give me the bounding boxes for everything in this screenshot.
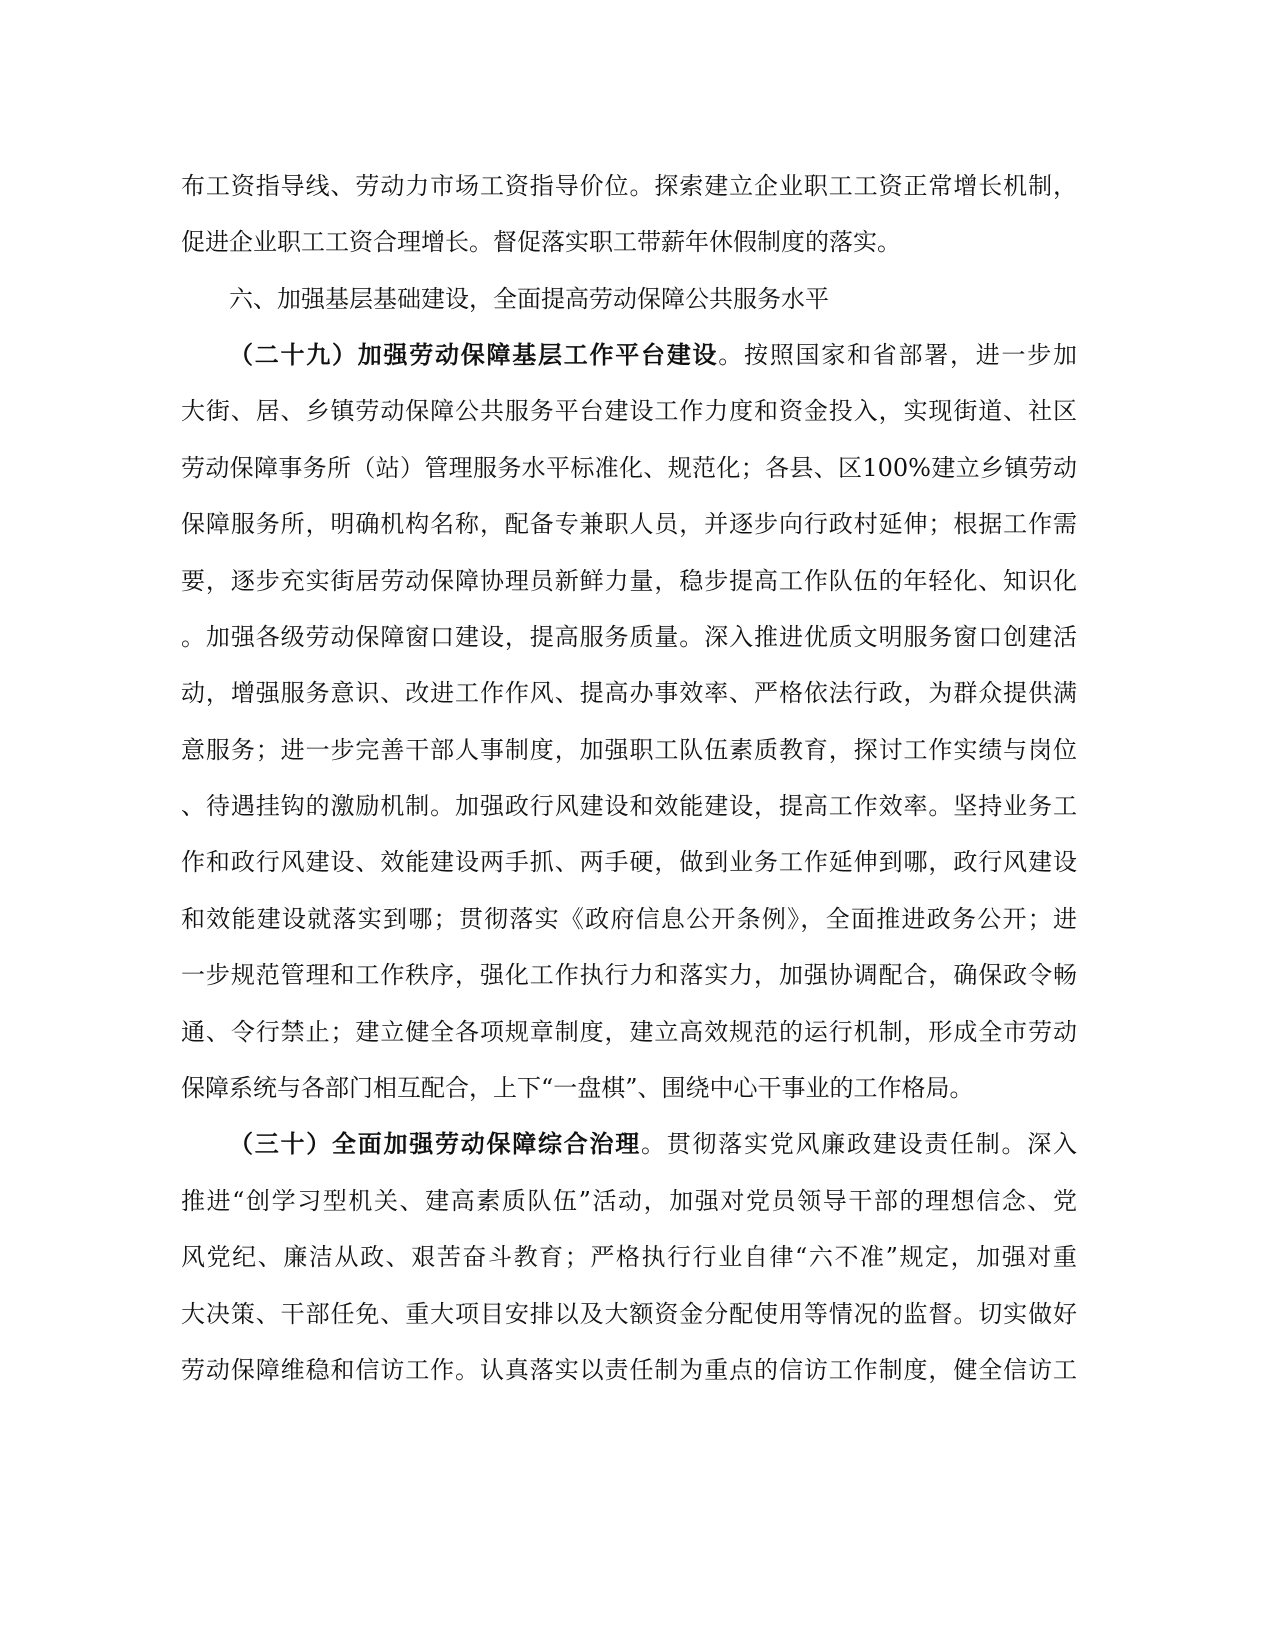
text-line-15: 一步规范管理和工作秩序，强化工作执行力和落实力，加强协调配合，确保政令畅 (181, 961, 1077, 989)
text-line-12: 、待遇挂钩的激励机制。加强政行风建设和效能建设，提高工作效率。坚持业务工 (181, 792, 1077, 820)
text-line-16: 通、令行禁止；建立健全各项规章制度，建立高效规范的运行机制，形成全市劳动 (181, 1018, 1077, 1046)
text-line-9: 。加强各级劳动保障窗口建设，提高服务质量。深入推进优质文明服务窗口创建活 (181, 623, 1077, 651)
text-line-1: 布工资指导线、劳动力市场工资指导价位。探索建立企业职工工资正常增长机制， (181, 172, 1077, 200)
paragraph-30-heading: （三十）全面加强劳动保障综合治理 (229, 1130, 641, 1158)
text-line-19: 推进“创学习型机关、建高素质队伍”活动，加强对党员领导干部的理想信念、党 (181, 1187, 1077, 1215)
text-line-21: 大决策、干部任免、重大项目安排以及大额资金分配使用等情况的监督。切实做好 (181, 1300, 1077, 1328)
section-heading-6: 六、加强基层基础建设，全面提高劳动保障公共服务水平 (229, 285, 829, 313)
text-line-13: 作和政行风建设、效能建设两手抓、两手硬，做到业务工作延伸到哪，政行风建设 (181, 848, 1077, 876)
text-line-22: 劳动保障维稳和信访工作。认真落实以责任制为重点的信访工作制度，健全信访工 (181, 1356, 1077, 1384)
text-line-7: 保障服务所，明确机构名称，配备专兼职人员，并逐步向行政村延伸；根据工作需 (181, 510, 1077, 538)
text-line-11: 意服务；进一步完善干部人事制度，加强职工队伍素质教育，探讨工作实绩与岗位 (181, 736, 1077, 764)
text-line-17: 保障系统与各部门相互配合，上下“一盘棋”、围绕中心干事业的工作格局。 (181, 1074, 974, 1102)
paragraph-30-first-line (229, 1124, 1077, 1164)
paragraph-29-lead: 。按照国家和省部署，进一步加 (718, 341, 1077, 369)
paragraph-29-first-line (229, 335, 1077, 375)
paragraph-29-heading: （二十九）加强劳动保障基层工作平台建设 (229, 341, 719, 369)
text-line-10: 动，增强服务意识、改进工作作风、提高办事效率、严格依法行政，为群众提供满 (181, 679, 1077, 707)
text-line-20: 风党纪、廉洁从政、艰苦奋斗教育；严格执行行业自律“六不准”规定，加强对重 (181, 1243, 1077, 1271)
text-line-8: 要，逐步充实街居劳动保障协理员新鲜力量，稳步提高工作队伍的年轻化、知识化 (181, 567, 1077, 595)
text-line-5: 大街、居、乡镇劳动保障公共服务平台建设工作力度和资金投入，实现街道、社区 (181, 397, 1077, 425)
paragraph-30-lead: 。贯彻落实党风廉政建设责任制。深入 (641, 1130, 1077, 1158)
text-line-2: 促进企业职工工资合理增长。督促落实职工带薪年休假制度的落实。 (181, 228, 901, 256)
text-line-6: 劳动保障事务所（站）管理服务水平标准化、规范化；各县、区100%建立乡镇劳动 (181, 454, 1077, 482)
text-line-14: 和效能建设就落实到哪；贯彻落实《政府信息公开条例》，全面推进政务公开；进 (181, 905, 1077, 933)
